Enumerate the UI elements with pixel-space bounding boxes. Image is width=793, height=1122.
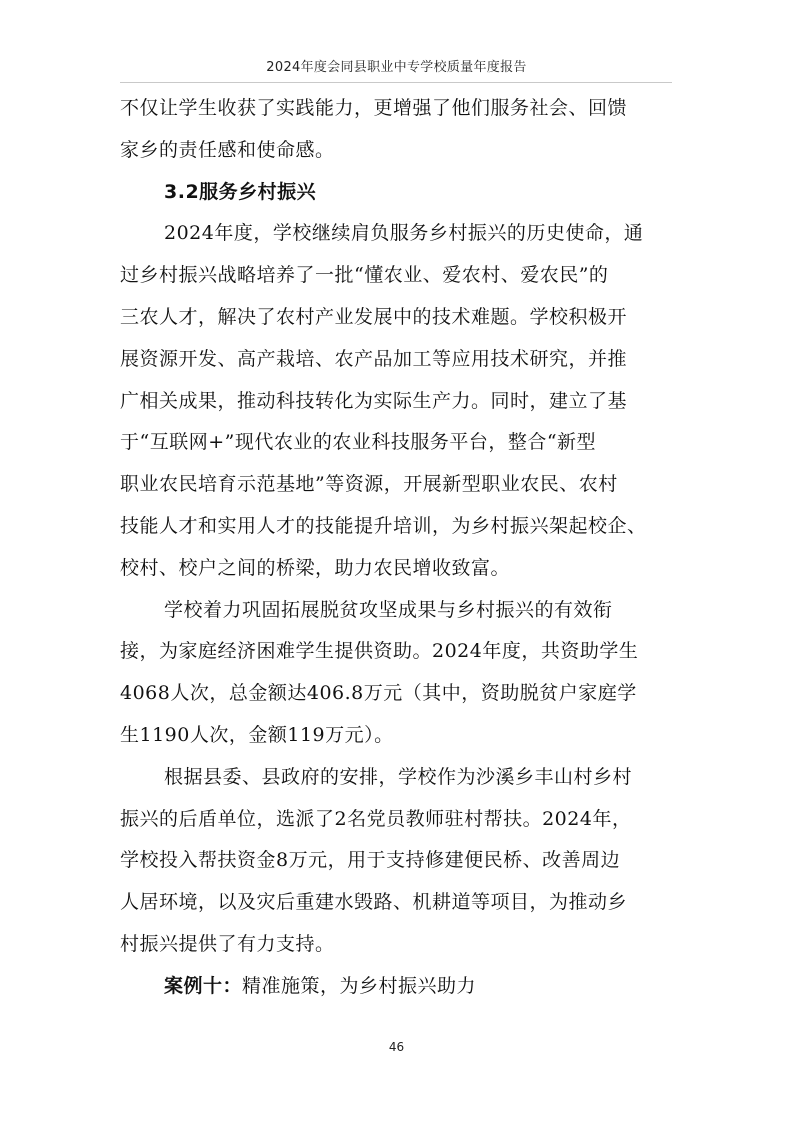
text-line: 4068人次，总金额达406.8万元（其中，资助脱贫户家庭学 — [120, 682, 637, 705]
page-header: 2024年度会同县职业中专学校质量年度报告 — [266, 60, 527, 75]
text-line: 学校着力巩固拓展脱贫攻坚成果与乡村振兴的有效衔 — [164, 598, 613, 621]
document-body — [120, 88, 680, 1008]
text-line: 技能人才和实用人才的技能提升培训，为乡村振兴架起校企、 — [120, 514, 647, 537]
header-divider — [120, 82, 672, 83]
text-line: 广相关成果，推动科技转化为实际生产力。同时，建立了基 — [120, 389, 628, 412]
case-label: 案例十： — [164, 974, 243, 997]
text-line: 家乡的责任感和使命感。 — [120, 138, 335, 161]
text-line: 过乡村振兴战略培养了一批“懂农业、爱农村、爱农民”的 — [120, 264, 609, 287]
case-title: 精准施策，为乡村振兴助力 — [242, 974, 477, 997]
text-line: 村振兴提供了有力支持。 — [120, 932, 335, 955]
text-line: 展资源开发、高产栽培、农产品加工等应用技术研究，并推 — [120, 347, 628, 370]
paragraph-practice-ability — [120, 88, 680, 172]
text-line: 接，为家庭经济困难学生提供资助。2024年度，共资助学生 — [120, 640, 639, 663]
paragraph-village-support — [120, 757, 680, 966]
text-line: 于“互联网+”现代农业的农业科技服务平台，整合“新型 — [120, 431, 597, 454]
text-line: 人居环境，以及灾后重建水毁路、机耕道等项目，为推动乡 — [120, 891, 628, 914]
text-line: 校村、校户之间的桥梁，助力农民增收致富。 — [120, 556, 511, 579]
text-line: 三农人才，解决了农村产业发展中的技术难题。学校积极开 — [120, 305, 628, 328]
text-line: 生1190人次，金额119万元）。 — [120, 723, 394, 746]
page-number: 46 — [388, 1040, 405, 1054]
paragraph-rural-revitalization — [120, 213, 680, 589]
case-heading — [120, 966, 680, 1008]
text-line: 职业农民培育示范基地”等资源，开展新型职业农民、农村 — [120, 473, 618, 496]
text-line: 学校投入帮扶资金8万元，用于支持修建便民桥、改善周边 — [120, 849, 621, 872]
section-heading: 3.2服务乡村振兴 — [164, 180, 317, 203]
text-line: 根据县委、县政府的安排，学校作为沙溪乡丰山村乡村 — [164, 765, 633, 788]
text-line: 2024年度，学校继续肩负服务乡村振兴的历史使命，通 — [164, 222, 644, 245]
text-line: 不仅让学生收获了实践能力，更增强了他们服务社会、回馈 — [120, 97, 628, 119]
paragraph-student-aid — [120, 590, 680, 757]
text-line: 振兴的后盾单位，选派了2名党员教师驻村帮扶。2024年， — [120, 807, 632, 830]
